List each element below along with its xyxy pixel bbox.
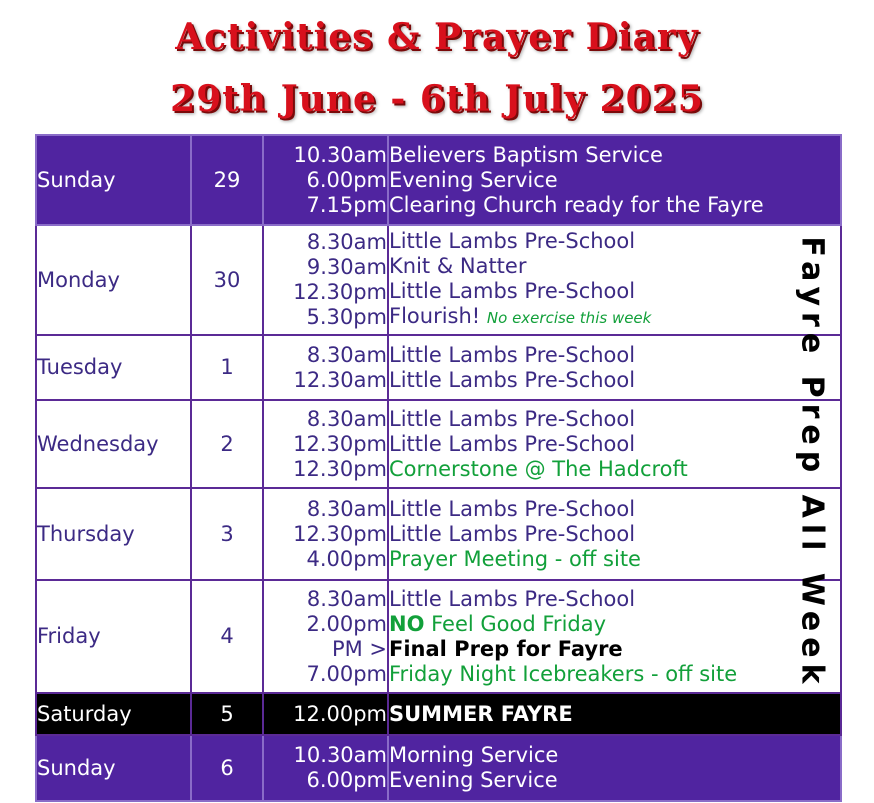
activity-cell: [388, 735, 841, 801]
table-row-wednesday-2: [36, 400, 841, 488]
time: 4.00pm: [306, 546, 387, 571]
activity: Believers Baptism Service: [389, 142, 663, 167]
activity: Little Lambs Pre-School: [389, 342, 636, 367]
day-name: Sunday: [36, 135, 191, 225]
table-row-sunday-29: [36, 135, 841, 225]
time-cell: [263, 735, 388, 801]
diary-title: Activities & Prayer Diary: [175, 16, 699, 58]
activity-cell: [388, 580, 841, 693]
time: 10.30am: [293, 743, 387, 767]
day-name: Friday: [36, 580, 191, 693]
activity: Little Lambs Pre-School: [389, 496, 636, 521]
activity: Little Lambs Pre-School: [389, 229, 636, 253]
time: 12.30pm: [293, 456, 387, 481]
activity: Little Lambs Pre-School: [389, 367, 636, 392]
table-row-monday-30: [36, 225, 841, 335]
time: 12.30pm: [293, 521, 387, 546]
activity: Friday Night Icebreakers - off site: [389, 661, 738, 686]
time: PM >: [331, 636, 387, 661]
time-cell: [263, 225, 388, 335]
time: 12.30am: [293, 367, 387, 392]
activity: SUMMER FAYRE: [389, 701, 573, 726]
day-name: Monday: [36, 225, 191, 335]
time: 12.30pm: [293, 280, 387, 304]
day-date: 5: [191, 693, 263, 735]
activity-cell: [388, 693, 841, 735]
time: 6.00pm: [306, 768, 387, 792]
time-cell: [263, 400, 388, 488]
day-date: 1: [191, 335, 263, 400]
time: 8.30am: [306, 406, 387, 431]
day-name: Tuesday: [36, 335, 191, 400]
time: 8.30am: [306, 230, 387, 254]
time: 9.30am: [306, 255, 387, 279]
table-row-sunday-6: [36, 735, 841, 801]
activity: Clearing Church ready for the Fayre: [389, 192, 764, 217]
activity-cell: [388, 488, 841, 580]
time: 6.00pm: [306, 167, 387, 192]
cancelled-flag: NO: [389, 611, 425, 636]
time: 5.30pm: [306, 305, 387, 329]
activity: Final Prep for Fayre: [389, 636, 623, 661]
activity-cell: [388, 135, 841, 225]
activity: Flourish!: [389, 304, 481, 328]
time: 2.00pm: [306, 611, 387, 636]
time-cell: [263, 335, 388, 400]
activity-cell: [388, 400, 841, 488]
activity: Cornerstone @ The Hadcroft: [389, 456, 688, 481]
activity: Evening Service: [389, 768, 558, 792]
time: 10.30am: [293, 142, 387, 167]
day-name: Thursday: [36, 488, 191, 580]
day-name: Sunday: [36, 735, 191, 801]
diary-table: [35, 134, 842, 802]
activity: Evening Service: [389, 167, 558, 192]
table-row-thursday-3: [36, 488, 841, 580]
day-date: 4: [191, 580, 263, 693]
activity-cell: [388, 335, 841, 400]
table-row-friday-4: [36, 580, 841, 693]
fayre-prep-banner-text: Fayre Prep All Week: [794, 236, 830, 690]
day-date: 2: [191, 400, 263, 488]
activity: Little Lambs Pre-School: [389, 406, 636, 431]
fayre-prep-banner: [782, 238, 842, 688]
day-name: Saturday: [36, 693, 191, 735]
activity-cancelled: [389, 612, 840, 637]
time-cell: [263, 580, 388, 693]
time-cell: [263, 488, 388, 580]
activity: Little Lambs Pre-School: [389, 521, 636, 546]
day-name: Wednesday: [36, 400, 191, 488]
day-date: 30: [191, 225, 263, 335]
time: 7.15pm: [306, 192, 387, 217]
time: 8.30am: [306, 586, 387, 611]
activity: Little Lambs Pre-School: [389, 431, 636, 456]
day-date: 29: [191, 135, 263, 225]
activity: Little Lambs Pre-School: [389, 279, 636, 303]
time: 12.00pm: [293, 701, 387, 726]
diary-date-range: 29th June - 6th July 2025: [170, 78, 704, 120]
time: 8.30am: [306, 496, 387, 521]
table-row-tuesday-1: [36, 335, 841, 400]
activity: Knit & Natter: [389, 254, 527, 278]
activity: Prayer Meeting - off site: [389, 546, 641, 571]
time: 12.30pm: [293, 431, 387, 456]
day-date: 6: [191, 735, 263, 801]
time: 7.00pm: [306, 661, 387, 686]
activity-note: No exercise this week: [486, 309, 652, 327]
activity-cell: [388, 225, 841, 335]
day-date: 3: [191, 488, 263, 580]
activity: Morning Service: [389, 743, 559, 767]
table-row-saturday-5: [36, 693, 841, 735]
activity: Feel Good Friday: [431, 611, 607, 636]
time: 8.30am: [306, 342, 387, 367]
time-cell: [263, 135, 388, 225]
activity: Little Lambs Pre-School: [389, 586, 636, 611]
activity-with-note: [389, 304, 840, 331]
time-cell: [263, 693, 388, 735]
